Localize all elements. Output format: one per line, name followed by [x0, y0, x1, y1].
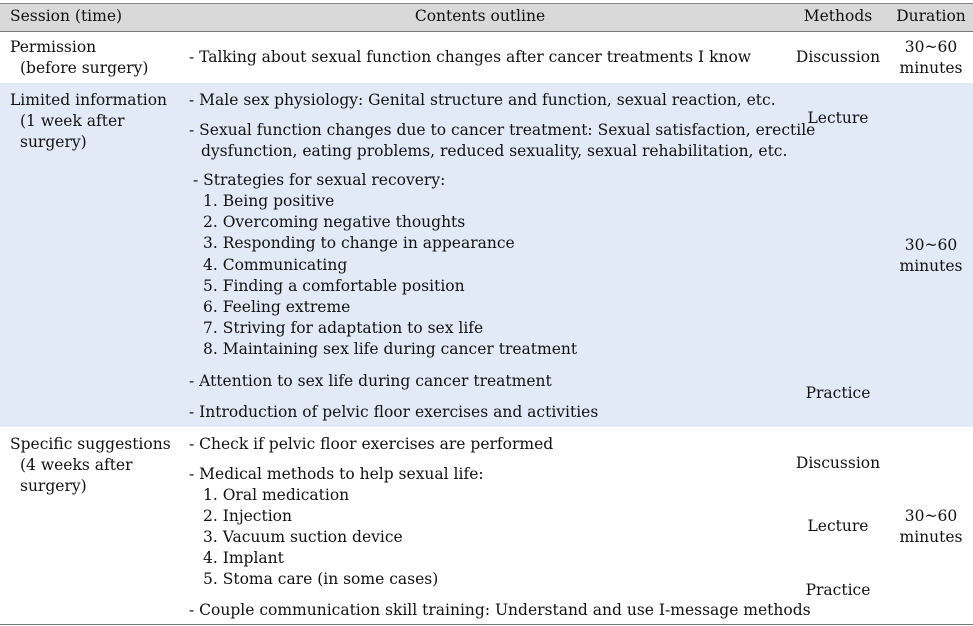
row2-session-time-1: (1 week after [20, 112, 125, 130]
row2-strategy-8: 8. Maintaining sex life during cancer treatment [203, 340, 578, 358]
row1-method-discussion: Discussion [795, 48, 881, 66]
row3-content-pelvic-check: - Check if pelvic floor exercises are performed [189, 435, 554, 453]
row1-content-line: - Talking about sexual function changes after cancer treatments I know [189, 48, 752, 66]
row2-strategy-7: 7. Striving for adaptation to sex life [203, 319, 484, 337]
row2-strategy-5: 5. Finding a comfortable position [203, 277, 465, 295]
row2-session-time-2: surgery) [20, 133, 87, 151]
row2-content-function-changes-1: - Sexual function changes due to cancer treatment: Sexual satisfaction, erectile [189, 121, 816, 139]
row2-duration-value: 30~60 [904, 236, 958, 254]
row3-medical-4: 4. Implant [203, 549, 284, 567]
row3-method-lecture: Lecture [807, 517, 869, 535]
row3-method-discussion: Discussion [795, 454, 881, 472]
row2-method-lecture: Lecture [807, 109, 869, 127]
row2-content-attention: - Attention to sex life during cancer treatment [189, 372, 552, 390]
row3-session-time-2: surgery) [20, 477, 87, 495]
row1-duration-value: 30~60 [904, 38, 958, 56]
row3-medical-1: 1. Oral medication [203, 486, 350, 504]
row2-method-practice: Practice [805, 384, 871, 402]
row2-strategy-1: 1. Being positive [203, 192, 335, 210]
row2-strategy-3: 3. Responding to change in appearance [203, 234, 515, 252]
row3-session-name: Specific suggestions [10, 435, 171, 453]
row2-strategy-2: 2. Overcoming negative thoughts [203, 213, 466, 231]
row3-content-medical-heading: - Medical methods to help sexual life: [189, 465, 484, 483]
row2-content-physiology: - Male sex physiology: Genital structure and function, sexual reaction, etc. [189, 91, 776, 109]
row1-duration-unit: minutes [899, 59, 963, 77]
row2-duration-unit: minutes [899, 257, 963, 275]
row3-duration-unit: minutes [899, 528, 963, 546]
row3-content-couple-training: - Couple communication skill training: Understand and use I-message methods [189, 601, 811, 619]
row2-strategy-6: 6. Feeling extreme [203, 298, 351, 316]
row2-strategy-4: 4. Communicating [203, 256, 348, 274]
row2-session-name: Limited information [10, 91, 168, 109]
header-duration: Duration [896, 7, 966, 25]
row1-session-time: (before surgery) [20, 59, 149, 77]
header-methods: Methods [803, 7, 873, 25]
row2-content-strategies-heading: - Strategies for sexual recovery: [193, 171, 446, 189]
row3-session-time-1: (4 weeks after [20, 456, 133, 474]
header-contents: Contents outline [414, 7, 546, 25]
header-session: Session (time) [10, 7, 123, 25]
row3-medical-3: 3. Vacuum suction device [203, 528, 403, 546]
row3-duration-value: 30~60 [904, 507, 958, 525]
row1-session-name: Permission [10, 38, 97, 56]
row3-method-practice: Practice [805, 581, 871, 599]
row2-content-function-changes-2: dysfunction, eating problems, reduced sexuality, sexual rehabilitation, etc. [201, 142, 788, 160]
table-bottom-rule [0, 624, 973, 625]
row2-content-pelvic-intro: - Introduction of pelvic floor exercises and activities [189, 403, 599, 421]
row3-medical-2: 2. Injection [203, 507, 292, 525]
row3-medical-5: 5. Stoma care (in some cases) [203, 570, 439, 588]
